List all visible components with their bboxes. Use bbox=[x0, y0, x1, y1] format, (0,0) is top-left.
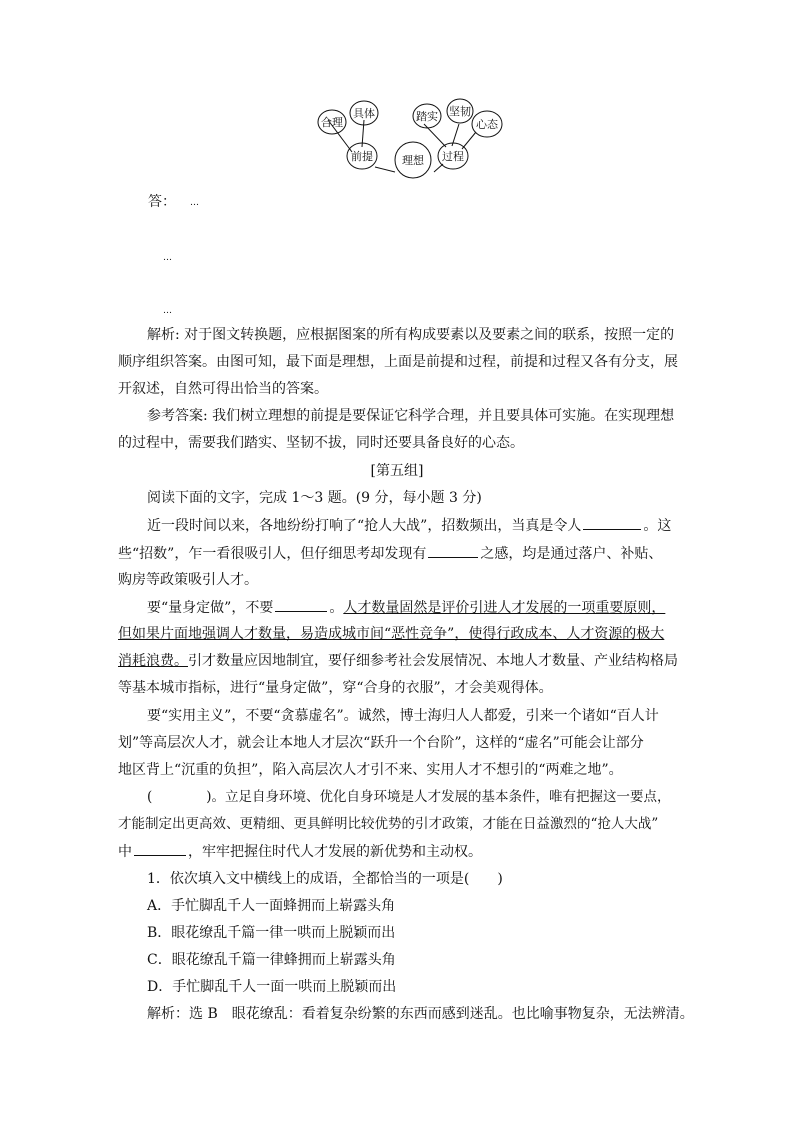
diagram-node-qianti: 前提 bbox=[351, 150, 373, 163]
passage-paragraph-2-line bbox=[118, 651, 678, 671]
diagram-node-guocheng: 过程 bbox=[442, 150, 464, 163]
analysis-answer-line: 解析：选 B 眼花缭乱：看着复杂纷繁的东西而感到迷乱。也比喻事物复杂，无法辨清。 bbox=[147, 1006, 694, 1022]
passage-text: ，牢牢把握住时代人才发展的新优势和主动权。 bbox=[188, 844, 482, 860]
fill-blank-2 bbox=[428, 543, 478, 558]
passage-text: 之感，均是通过落户、补贴、 bbox=[480, 546, 663, 562]
concept-diagram bbox=[300, 92, 520, 184]
question-option-c: C．眼花缭乱千篇一律蜂拥而上崭露头角 bbox=[147, 952, 396, 968]
analysis-line: 开叙述，自然可得出恰当的答案。 bbox=[118, 381, 328, 397]
underlined-sentence: 消耗浪费。 bbox=[118, 653, 188, 669]
question-option-a: A．手忙脚乱千人一面蜂拥而上崭露头角 bbox=[147, 898, 396, 914]
diagram-node-heli: 合理 bbox=[321, 116, 343, 129]
passage-paragraph-3-line: 地区背上“沉重的负担”，陷入高层次人才引不来、实用人才不想引的“两难之地”。 bbox=[118, 762, 623, 778]
diagram-node-jianren: 坚韧 bbox=[449, 105, 471, 118]
diagram-node-lixiang: 理想 bbox=[402, 154, 424, 167]
fill-blank-4 bbox=[134, 841, 186, 856]
passage-paragraph-4-line bbox=[118, 841, 482, 862]
reference-answer-line: 参考答案: 我们树立理想的前提是要保证它科学合理，并且要具体可实施。在实现理想 bbox=[147, 408, 675, 424]
answer-ellipsis: … bbox=[163, 253, 173, 263]
answer-label: 答： bbox=[148, 194, 176, 210]
underlined-sentence: 人才数量固然是评价引进人才发展的一项重要原则， bbox=[343, 600, 666, 616]
reading-instruction: 阅读下面的文字，完成 1～3 题。(9 分，每小题 3 分) bbox=[147, 490, 482, 506]
passage-paragraph-1-line: 购房等政策吸引人才。 bbox=[118, 572, 258, 588]
passage-text: 引才数量应因地制宜，要仔细参考社会发展情况、本地人才数量、产业结构格局 bbox=[188, 653, 678, 669]
answer-ellipsis: … bbox=[163, 306, 173, 316]
diagram-node-juti: 具体 bbox=[353, 107, 375, 120]
reference-answer-line: 的过程中，需要我们踏实、坚韧不拔，同时还要具备良好的心态。 bbox=[118, 435, 524, 451]
passage-paragraph-3-line: 划”等高层次人才，就会让本地人才层次“跃升一个台阶”，这样的“虚名”可能会让部分 bbox=[118, 735, 644, 751]
passage-text: 中 bbox=[118, 844, 132, 860]
fill-blank-1 bbox=[583, 515, 641, 530]
question-option-d: D．手忙脚乱千人一面一哄而上脱颖而出 bbox=[147, 979, 397, 995]
diagram-node-tashi: 踏实 bbox=[416, 110, 438, 123]
passage-paragraph-2-line: 等基本城市指标，进行“量身定做”，穿“合身的衣服”，才会美观得体。 bbox=[118, 680, 553, 696]
question-option-b: B．眼花缭乱千篇一律一哄而上脱颖而出 bbox=[147, 925, 396, 941]
passage-text: 。这 bbox=[643, 518, 672, 534]
fill-blank-3 bbox=[275, 597, 327, 612]
passage-paragraph-4-line: 才能制定出更高效、更精细、更具鲜明比较优势的引才政策，才能在日益激烈的“抢人大战” bbox=[118, 816, 659, 832]
passage-paragraph-1-line bbox=[118, 543, 662, 564]
passage-text: 些“招数”，乍一看很吸引人，但仔细思考却发现有 bbox=[118, 546, 427, 562]
passage-paragraph-1-line bbox=[147, 515, 671, 536]
diagram-node-xintai: 心态 bbox=[476, 118, 498, 131]
passage-text: 。 bbox=[329, 600, 344, 616]
answer-ellipsis: … bbox=[190, 198, 200, 208]
underlined-sentence: 但如果片面地强调人才数量，易造成城市间“恶性竞争”，使得行政成本、人才资源的极大 bbox=[118, 626, 665, 642]
question-stem: 1．依次填入文中横线上的成语，全都恰当的一项是( ) bbox=[147, 871, 503, 887]
concept-diagram-svg bbox=[300, 92, 520, 184]
analysis-line: 解析: 对于图文转换题，应根据图案的所有构成要素以及要素之间的联系，按照一定的 bbox=[147, 327, 675, 343]
analysis-line: 顺序组织答案。由图可知，最下面是理想，上面是前提和过程，前提和过程又各有分支，展 bbox=[118, 354, 678, 370]
section-title: [第五组] bbox=[370, 463, 424, 479]
passage-paragraph-3-line: 要“实用主义”，不要“贪慕虚名”。诚然，博士海归人人都爱，引来一个诸如“百人计 bbox=[147, 708, 659, 724]
passage-text: 要“量身定做”，不要 bbox=[147, 600, 274, 616]
passage-text: 近一段时间以来，各地纷纷打响了“抢人大战”，招数频出，当真是令人 bbox=[147, 518, 582, 534]
passage-paragraph-4-line: ( )。立足自身环境、优化自身环境是人才发展的基本条件，唯有把握这一要点， bbox=[147, 789, 671, 805]
passage-paragraph-2-line bbox=[147, 597, 665, 618]
